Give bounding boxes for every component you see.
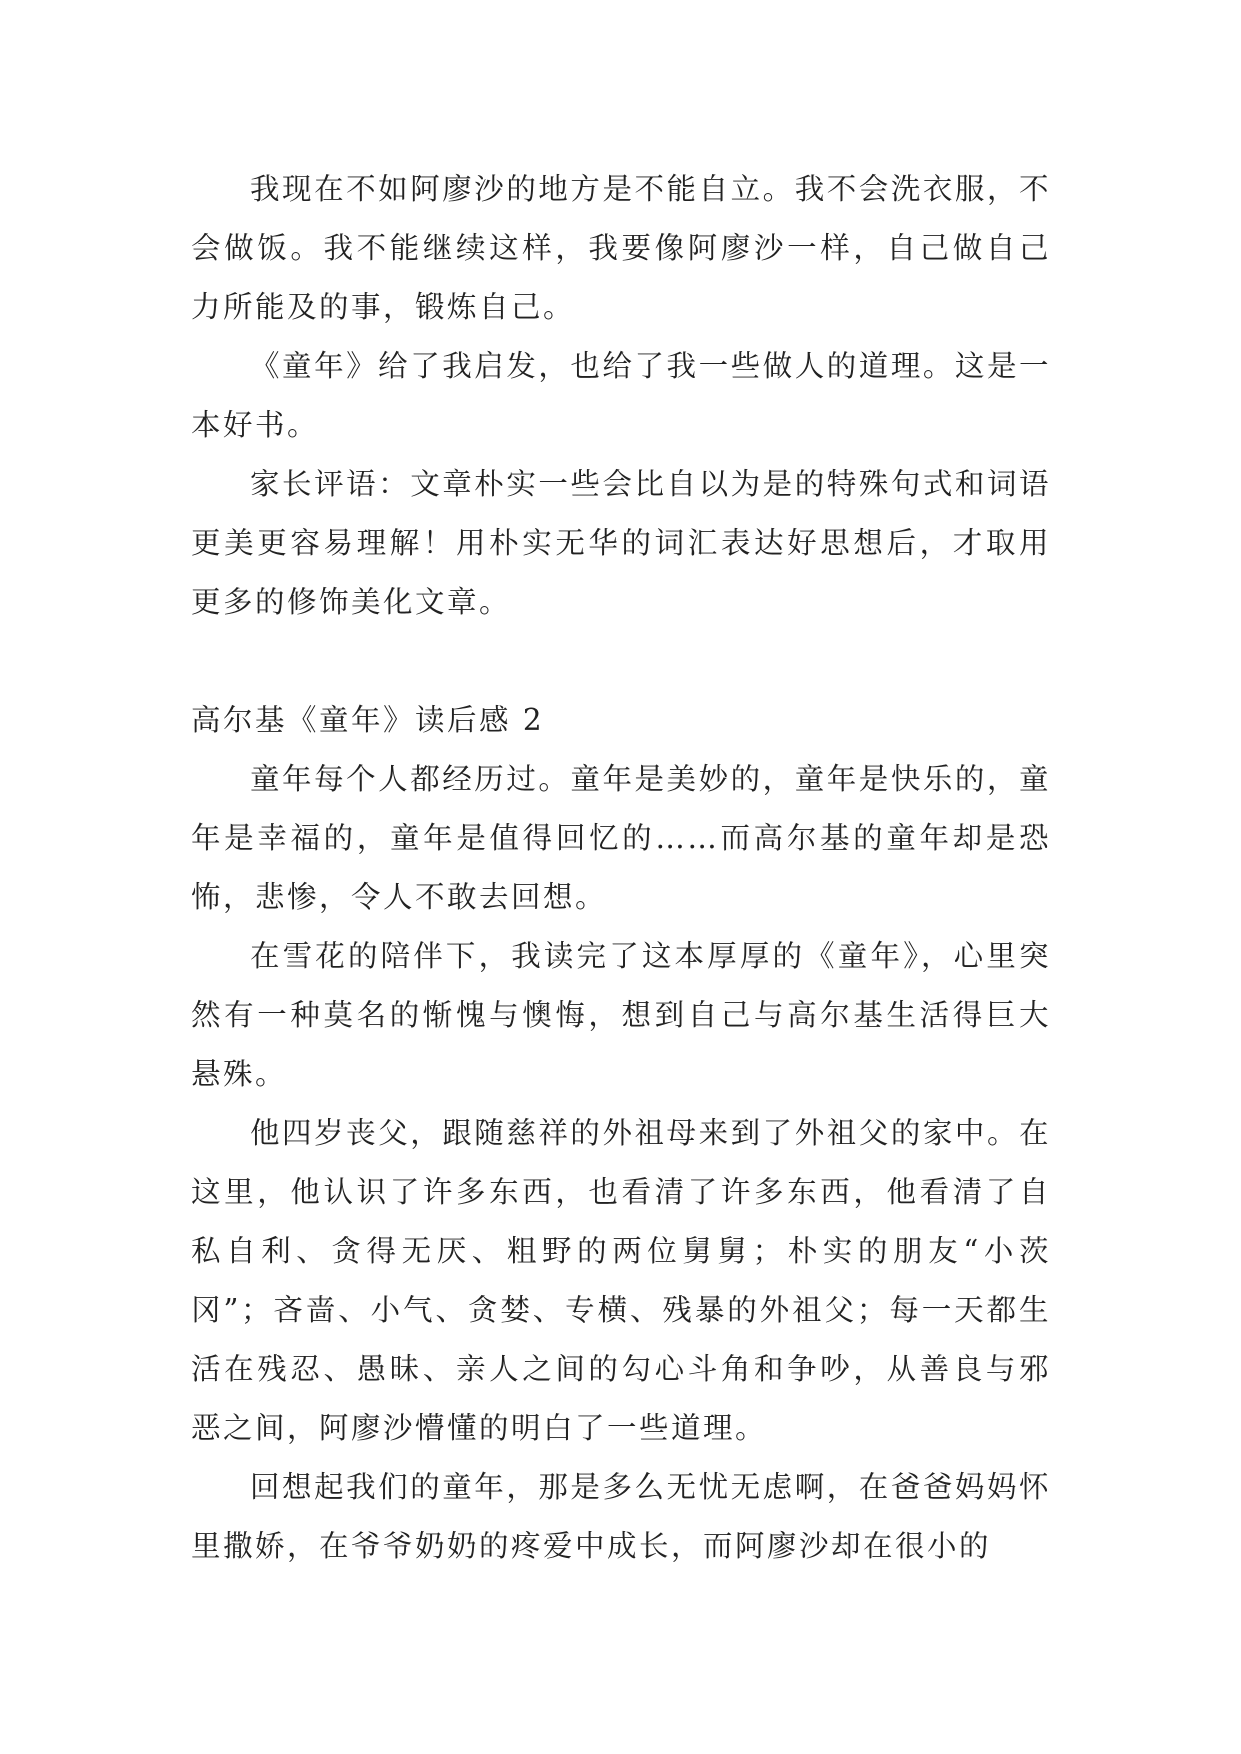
section-gap xyxy=(191,632,1051,691)
paragraph-gorky-life: 他四岁丧父，跟随慈祥的外祖母来到了外祖父的家中。在这里，他认识了许多东西，也看清了许多东西，他看清了自私自利、贪得无厌、粗野的两位舅舅；朴实的朋友“小茨冈”；吝啬、小气、贪婪、专横、残暴的外祖父；每一天都生活在残忍、愚昧、亲人之间的勾心斗角和争吵，从善良与邪恶之间，阿廖沙懵懂的明白了一些道理。 xyxy=(191,1116,1051,1445)
essay-heading: 高尔基《童年》读后感 2 xyxy=(191,703,545,737)
document-page xyxy=(191,160,1051,1576)
paragraph-childhood-intro: 童年每个人都经历过。童年是美妙的，童年是快乐的，童年是幸福的，童年是值得回忆的……而高尔基的童年却是恐怖，悲惨，令人不敢去回想。 xyxy=(191,762,1051,914)
paragraph-parent-comment: 家长评语：文章朴实一些会比自以为是的特殊句式和词语更美更容易理解！用朴实无华的词汇表达好思想后，才取用更多的修饰美化文章。 xyxy=(191,467,1051,619)
paragraph-snow-reading: 在雪花的陪伴下，我读完了这本厚厚的《童年》，心里突然有一种莫名的惭愧与懊悔，想到自己与高尔基生活得巨大悬殊。 xyxy=(191,939,1051,1091)
paragraph-self-reliance: 我现在不如阿廖沙的地方是不能自立。我不会洗衣服，不会做饭。我不能继续这样，我要像阿廖沙一样，自己做自己力所能及的事，锻炼自己。 xyxy=(191,172,1051,324)
paragraph-good-book: 《童年》给了我启发，也给了我一些做人的道理。这是一本好书。 xyxy=(191,349,1051,442)
paragraph-our-childhood: 回想起我们的童年，那是多么无忧无虑啊，在爸爸妈妈怀里撒娇，在爷爷奶奶的疼爱中成长，而阿廖沙却在很小的 xyxy=(191,1470,1051,1563)
